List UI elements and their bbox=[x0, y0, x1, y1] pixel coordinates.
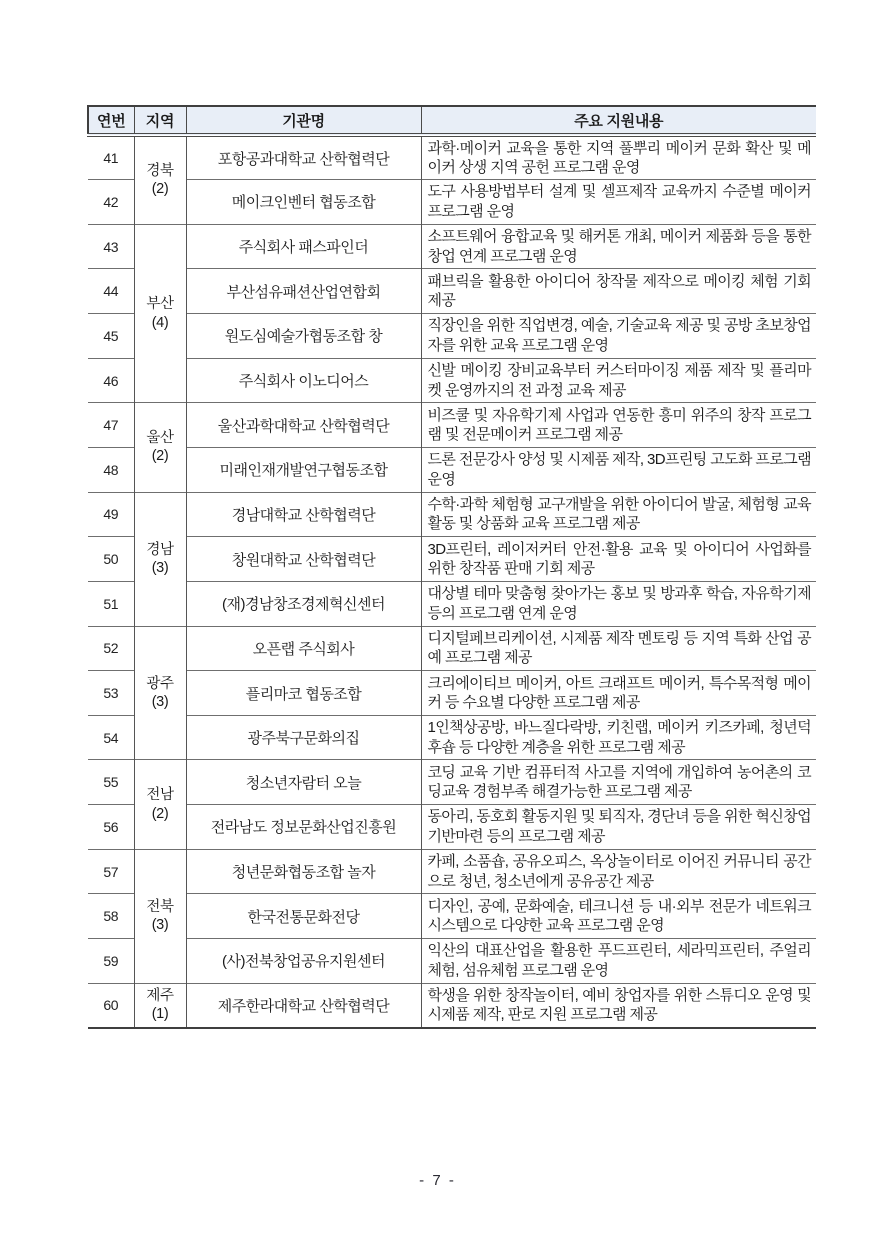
table-row bbox=[88, 760, 816, 805]
region-cell bbox=[134, 492, 186, 626]
row-number: 54 bbox=[88, 715, 134, 760]
row-number: 59 bbox=[88, 939, 134, 984]
region-cell bbox=[134, 983, 186, 1028]
support-desc: 신발 메이킹 장비교육부터 커스터마이징 제품 제작 및 플리마켓 운영까지의 전 과정 교육 제공 bbox=[421, 358, 816, 403]
support-desc: 익산의 대표산업을 활용한 푸드프린터, 세라믹프린터, 주얼리체험, 섬유체험 프로그램 운영 bbox=[421, 939, 816, 984]
table-row bbox=[88, 269, 816, 314]
org-name: 창원대학교 산학협력단 bbox=[186, 537, 421, 582]
header-desc: 주요 지원내용 bbox=[421, 106, 816, 135]
row-number: 60 bbox=[88, 983, 134, 1028]
support-desc: 패브릭을 활용한 아이디어 창작물 제작으로 메이킹 체험 기회 제공 bbox=[421, 269, 816, 314]
org-name: 미래인재개발연구협동조합 bbox=[186, 447, 421, 492]
org-name: 제주한라대학교 산학협력단 bbox=[186, 983, 421, 1028]
region-name: 제주 bbox=[146, 988, 174, 1005]
table-row bbox=[88, 537, 816, 582]
table-row bbox=[88, 581, 816, 626]
table-row bbox=[88, 805, 816, 850]
table-row bbox=[88, 939, 816, 984]
support-table bbox=[87, 105, 816, 1029]
region-count: (2) bbox=[151, 448, 169, 465]
support-desc: 학생을 위한 창작놀이터, 예비 창업자를 위한 스튜디오 운영 및 시제품 제작, 판로 지원 프로그램 제공 bbox=[421, 983, 816, 1028]
org-name: 오픈랩 주식회사 bbox=[186, 626, 421, 671]
row-number: 41 bbox=[88, 135, 134, 180]
support-desc: 도구 사용방법부터 설계 및 셀프제작 교육까지 수준별 메이커 프로그램 운영 bbox=[421, 180, 816, 225]
support-desc: 1인책상공방, 바느질다락방, 키친랩, 메이커 키즈카페, 청년덕후숍 등 다양한 계층을 위한 프로그램 제공 bbox=[421, 715, 816, 760]
table-row bbox=[88, 358, 816, 403]
support-desc: 크리에이티브 메이커, 아트 크래프트 메이커, 특수목적형 메이커 등 수요별 다양한 프로그램 제공 bbox=[421, 671, 816, 716]
table-row bbox=[88, 224, 816, 269]
row-number: 47 bbox=[88, 403, 134, 448]
region-count: (2) bbox=[151, 805, 169, 822]
org-name: 원도심예술가협동조합 창 bbox=[186, 314, 421, 359]
table-row bbox=[88, 403, 816, 448]
row-number: 42 bbox=[88, 180, 134, 225]
table-row bbox=[88, 314, 816, 359]
org-name: 울산과학대학교 산학협력단 bbox=[186, 403, 421, 448]
region-name: 울산 bbox=[146, 430, 174, 447]
row-number: 56 bbox=[88, 805, 134, 850]
header-org: 기관명 bbox=[186, 106, 421, 135]
row-number: 43 bbox=[88, 224, 134, 269]
row-number: 58 bbox=[88, 894, 134, 939]
support-desc: 동아리, 동호회 활동지원 및 퇴직자, 경단녀 등을 위한 혁신창업 기반마련 등의 프로그램 제공 bbox=[421, 805, 816, 850]
table-row bbox=[88, 135, 816, 180]
org-name: (사)전북창업공유지원센터 bbox=[186, 939, 421, 984]
org-name: 부산섬유패션산업연합회 bbox=[186, 269, 421, 314]
row-number: 46 bbox=[88, 358, 134, 403]
region-count: (3) bbox=[151, 560, 169, 577]
support-desc: 수학·과학 체험형 교구개발을 위한 아이디어 발굴, 체험형 교육활동 및 상품화 교육 프로그램 제공 bbox=[421, 492, 816, 537]
table-row bbox=[88, 715, 816, 760]
support-desc: 디자인, 공예, 문화예술, 테크니션 등 내·외부 전문가 네트워크 시스템으로 다양한 교육 프로그램 운영 bbox=[421, 894, 816, 939]
support-desc: 대상별 테마 맞춤형 찾아가는 홍보 및 방과후 학습, 자유학기제 등의 프로그램 연계 운영 bbox=[421, 581, 816, 626]
region-cell bbox=[134, 849, 186, 983]
table-row bbox=[88, 849, 816, 894]
row-number: 53 bbox=[88, 671, 134, 716]
row-number: 44 bbox=[88, 269, 134, 314]
row-number: 50 bbox=[88, 537, 134, 582]
region-name: 전남 bbox=[146, 787, 174, 804]
support-desc: 드론 전문강사 양성 및 시제품 제작, 3D프린팅 고도화 프로그램 운영 bbox=[421, 447, 816, 492]
region-count: (3) bbox=[151, 694, 169, 710]
support-desc: 카페, 소품숍, 공유오피스, 옥상놀이터로 이어진 커뮤니티 공간으로 청년, 청소년에게 공유공간 제공 bbox=[421, 849, 816, 894]
table-row bbox=[88, 492, 816, 537]
row-number: 49 bbox=[88, 492, 134, 537]
table-row bbox=[88, 983, 816, 1028]
region-cell bbox=[134, 760, 186, 849]
table-row bbox=[88, 626, 816, 671]
org-name: 주식회사 이노디어스 bbox=[186, 358, 421, 403]
header-no: 연번 bbox=[88, 106, 134, 135]
region-cell bbox=[134, 135, 186, 224]
org-name: 한국전통문화전당 bbox=[186, 894, 421, 939]
support-desc: 비즈쿨 및 자유학기제 사업과 연동한 흥미 위주의 창작 프로그램 및 전문메이커 프로그램 제공 bbox=[421, 403, 816, 448]
support-desc: 3D프린터, 레이저커터 안전·활용 교육 및 아이디어 사업화를 위한 창작품 판매 기회 제공 bbox=[421, 537, 816, 582]
region-name: 경북 bbox=[146, 163, 174, 180]
org-name: 청년문화협동조합 놀자 bbox=[186, 849, 421, 894]
region-count: (1) bbox=[151, 1006, 169, 1023]
support-desc: 과학·메이커 교육을 통한 지역 풀뿌리 메이커 문화 확산 및 메이커 상생 지역 공헌 프로그램 운영 bbox=[421, 135, 816, 180]
table-row bbox=[88, 894, 816, 939]
row-number: 51 bbox=[88, 581, 134, 626]
org-name: 경남대학교 산학협력단 bbox=[186, 492, 421, 537]
row-number: 57 bbox=[88, 849, 134, 894]
support-desc: 소프트웨어 융합교육 및 해커톤 개최, 메이커 제품화 등을 통한 창업 연계 프로그램 운영 bbox=[421, 224, 816, 269]
region-count: (3) bbox=[151, 917, 169, 934]
region-name: 광주 bbox=[146, 675, 174, 692]
table-row bbox=[88, 447, 816, 492]
support-desc: 직장인을 위한 직업변경, 예술, 기술교육 제공 및 공방 초보창업자를 위한 교육 프로그램 운영 bbox=[421, 314, 816, 359]
org-name: 전라남도 정보문화산업진흥원 bbox=[186, 805, 421, 850]
region-name: 부산 bbox=[146, 296, 174, 313]
org-name: 플리마코 협동조합 bbox=[186, 671, 421, 716]
table-row bbox=[88, 671, 816, 716]
support-desc: 디지털페브리케이션, 시제품 제작 멘토링 등 지역 특화 산업 공예 프로그램 제공 bbox=[421, 626, 816, 671]
org-name: 청소년자람터 오늘 bbox=[186, 760, 421, 805]
row-number: 45 bbox=[88, 314, 134, 359]
org-name: 메이크인벤터 협동조합 bbox=[186, 180, 421, 225]
table-row bbox=[88, 180, 816, 225]
region-name: 전북 bbox=[146, 899, 174, 916]
header-region: 지역 bbox=[134, 106, 186, 135]
support-desc: 코딩 교육 기반 컴퓨터적 사고를 지역에 개입하여 농어촌의 코딩교육 경험부족 해결가능한 프로그램 제공 bbox=[421, 760, 816, 805]
page-number: - 7 - bbox=[419, 1172, 456, 1189]
region-cell bbox=[134, 626, 186, 760]
org-name: (재)경남창조경제혁신센터 bbox=[186, 581, 421, 626]
region-cell bbox=[134, 224, 186, 403]
org-name: 주식회사 패스파인더 bbox=[186, 224, 421, 269]
region-cell bbox=[134, 403, 186, 492]
region-count: (4) bbox=[151, 314, 169, 331]
row-number: 55 bbox=[88, 760, 134, 805]
region-count: (2) bbox=[151, 181, 169, 198]
row-number: 52 bbox=[88, 626, 134, 671]
row-number: 48 bbox=[88, 447, 134, 492]
org-name: 광주북구문화의집 bbox=[186, 715, 421, 760]
table-header-row bbox=[88, 106, 816, 135]
region-name: 경남 bbox=[146, 541, 174, 558]
org-name: 포항공과대학교 산학협력단 bbox=[186, 135, 421, 180]
